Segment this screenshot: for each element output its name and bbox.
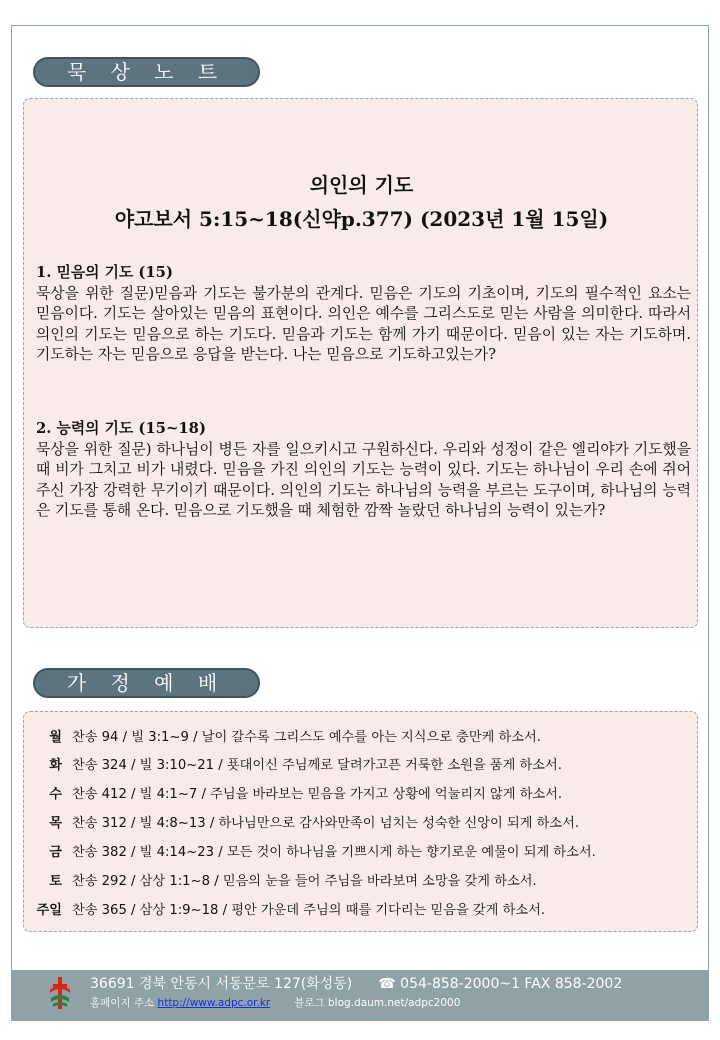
worship-text: 찬송 312 / 빌 4:8~13 / 하나님만으로 감사와만족이 넘치는 성숙한 신앙이 되게 하소서. bbox=[72, 816, 580, 831]
worship-text: 찬송 292 / 삼상 1:1~8 / 믿음의 눈을 들어 주님을 바라보며 소망을 갖게 하소서. bbox=[72, 874, 537, 889]
day-label: 화 bbox=[49, 758, 62, 773]
worship-row bbox=[24, 813, 699, 835]
day-label: 금 bbox=[49, 845, 62, 860]
worship-row bbox=[24, 871, 699, 893]
family-worship-box bbox=[23, 711, 698, 932]
worship-row bbox=[24, 727, 699, 749]
footer-contact bbox=[90, 974, 622, 994]
worship-row bbox=[24, 784, 699, 806]
day-label: 목 bbox=[49, 816, 62, 831]
worship-row bbox=[24, 900, 699, 922]
paragraph-heading: 2. 능력의 기도 (15~18) bbox=[36, 420, 206, 437]
homepage-label: 홈페이지 주소 bbox=[90, 997, 155, 1009]
paragraph-body: 묵상을 위한 질문) 하나님이 병든 자를 일으키시고 구원하신다. 우리와 성정이 같은 엘리야가 기도했을 때 비가 그치고 비가 내렸다. 믿음을 가진 의인의 기도는 능력이 있다. 기도는 하나님이 우리 손에 쥐어 주신 가장 강력한 무기이기 때문이다. 의인의 기도는 하나님의 능력을 부르는 도구이며, 하나님의 능력은 기도를 통해 온다. 믿음으로 기도했을 때 체험한 깜짝 놀랐던 하나님의 능력이 있는가? bbox=[36, 440, 691, 520]
blog-address: 블로그 blog.daum.net/adpc2000 bbox=[294, 997, 461, 1009]
day-label: 월 bbox=[49, 730, 62, 745]
worship-text: 찬송 94 / 빌 3:1~9 / 날이 갈수록 그리스도 예수를 아는 지식으로 충만케 하소서. bbox=[72, 730, 541, 745]
worship-text: 찬송 412 / 빌 4:1~7 / 주님을 바라보는 믿음을 가지고 상황에 억눌리지 않게 하소서. bbox=[72, 787, 563, 802]
day-label: 토 bbox=[49, 874, 62, 889]
worship-row bbox=[24, 755, 699, 777]
section-heading-family-worship: 가 정 예 배 bbox=[33, 668, 260, 698]
meditation-box bbox=[23, 98, 698, 628]
church-cross-logo-icon bbox=[47, 976, 73, 1010]
worship-text: 찬송 324 / 빌 3:10~21 / 푯대이신 주님께로 달려가고픈 거룩한 소원을 품게 하소서. bbox=[72, 758, 562, 773]
homepage-link[interactable]: http://www.adpc.or.kr bbox=[157, 997, 271, 1009]
scripture-reference: 야고보서 5:15~18(신약p.377) (2023년 1월 15일) bbox=[114, 207, 609, 231]
section-heading-meditation: 묵 상 노 트 bbox=[33, 57, 260, 87]
worship-text: 찬송 382 / 빌 4:14~23 / 모든 것이 하나님을 기쁘시게 하는 향기로운 예물이 되게 하소서. bbox=[72, 845, 596, 860]
paragraph-heading: 1. 믿음의 기도 (15) bbox=[36, 264, 173, 281]
worship-row bbox=[24, 842, 699, 864]
day-label: 주일 bbox=[36, 903, 62, 918]
meditation-paragraph bbox=[36, 263, 691, 366]
paragraph-body: 묵상을 위한 질문)믿음과 기도는 불가분의 관계다. 믿음은 기도의 기초이며, 기도의 필수적인 요소는 믿음이다. 기도는 살아있는 믿음의 표현이다. 의인은 예수를 그리스도로 믿는 사람을 의미한다. 따라서 의인의 기도는 믿음으로 하는 기도다. 믿음과 기도는 함께 가기 때문이다. 믿음이 있는 자는 기도하며. 기도하는 자는 믿음으로 응답을 받는다. 나는 믿음으로 기도하고있는가? bbox=[36, 284, 691, 364]
address: 36691 경북 안동시 서동문로 127(화성동) bbox=[90, 976, 353, 992]
phone-fax: ☎ 054-858-2000~1 FAX 858-2002 bbox=[378, 976, 623, 992]
day-label: 수 bbox=[49, 787, 62, 802]
footer-links bbox=[90, 995, 460, 1011]
footer-bar bbox=[11, 970, 709, 1020]
meditation-paragraph bbox=[36, 419, 691, 522]
worship-text: 찬송 365 / 삼상 1:9~18 / 평안 가운데 주님의 때를 기다리는 믿음을 갖게 하소서. bbox=[72, 903, 546, 918]
meditation-title: 의인의 기도 bbox=[309, 173, 414, 197]
